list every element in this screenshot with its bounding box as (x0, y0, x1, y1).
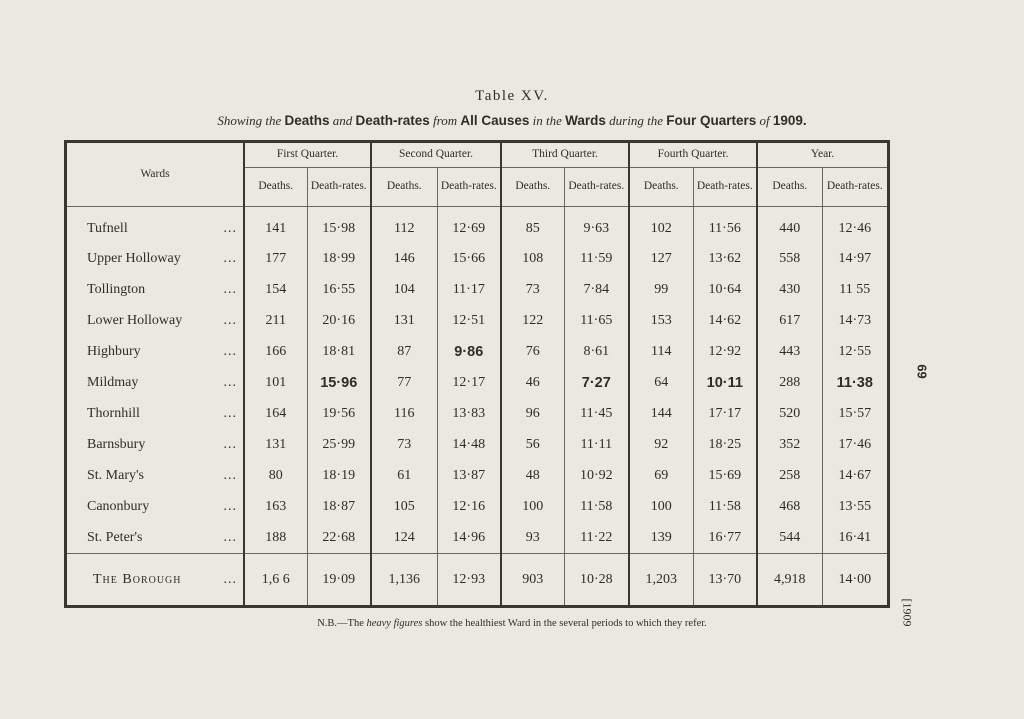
ward-name (67, 461, 244, 492)
ward-name (67, 492, 244, 523)
deaths-cell: 440 (757, 207, 822, 245)
deaths-cell: 73 (501, 275, 564, 306)
deaths-cell: 544 (757, 522, 822, 553)
ward-name (67, 554, 244, 605)
death-rate-cell: 11·38 (836, 375, 873, 392)
borough-total-row (67, 554, 887, 605)
deaths-cell: 48 (501, 461, 564, 492)
death-rate-cell: 7·27 (564, 368, 629, 399)
page-number: 69 (914, 364, 930, 379)
deaths-subheader: Deaths. (371, 168, 437, 207)
death-rate-cell: 7·84 (564, 275, 629, 306)
deaths-cell: 211 (244, 306, 307, 337)
death-rates-subheader: Death-rates. (693, 168, 757, 207)
death-rate-cell: 11·58 (693, 492, 757, 523)
subtitle-text: from (433, 113, 458, 128)
deaths-cell: 1,136 (371, 554, 437, 605)
deaths-cell: 100 (629, 492, 693, 523)
subtitle-text: in the (532, 113, 562, 128)
death-rate-cell: 12·46 (838, 220, 872, 236)
deaths-cell: 93 (501, 522, 564, 553)
death-rate-cell: 10·28 (564, 554, 629, 605)
leader-dots: ... (223, 468, 237, 484)
ward-label: Thornhill (87, 406, 140, 422)
death-rate-cell: 19·56 (307, 399, 371, 430)
deaths-cell: 100 (501, 492, 564, 523)
death-rate-cell: 11·65 (564, 306, 629, 337)
subtitle-bold: Death-rates (355, 113, 430, 128)
deaths-cell: 77 (371, 368, 437, 399)
ward-name (67, 430, 244, 461)
leader-dots: ... (223, 406, 237, 422)
deaths-cell: 96 (501, 399, 564, 430)
quarter-header: First Quarter. (244, 143, 371, 168)
death-rate-cell: 18·99 (307, 244, 371, 275)
ward-label: Canonbury (87, 498, 150, 514)
deaths-cell: 177 (244, 244, 307, 275)
death-rate-cell: 11·45 (564, 399, 629, 430)
death-rate-cell: 12·17 (437, 368, 501, 399)
deaths-subheader: Deaths. (244, 168, 307, 207)
ward-label: Tufnell (87, 220, 128, 236)
deaths-cell: 288 (757, 368, 822, 399)
death-rates-subheader: Death-rates. (822, 168, 887, 207)
leader-dots: ... (223, 571, 237, 587)
deaths-cell: 558 (757, 244, 822, 275)
subtitle-bold: Four Quarters (666, 113, 757, 128)
table-row (67, 461, 887, 492)
quarter-header: Third Quarter. (501, 143, 629, 168)
subtitle-bold: 1909. (772, 113, 807, 128)
deaths-cell: 903 (501, 554, 564, 605)
deaths-cell: 146 (371, 244, 437, 275)
deaths-subheader: Deaths. (501, 168, 564, 207)
deaths-cell: 430 (757, 275, 822, 306)
death-rate-cell: 9·63 (564, 207, 629, 245)
wards-header: Wards (67, 143, 244, 207)
death-rate-cell: 12·51 (437, 306, 501, 337)
death-rate-cell: 22·68 (307, 522, 371, 553)
deaths-cell: 1,6 6 (244, 554, 307, 605)
death-rate-cell: 15·98 (307, 207, 371, 245)
subtitle-text: during the (609, 113, 663, 128)
deaths-cell: 92 (629, 430, 693, 461)
deaths-table-frame (64, 140, 890, 608)
ward-name (67, 207, 244, 245)
deaths-cell: 164 (244, 399, 307, 430)
death-rate-cell: 20·16 (307, 306, 371, 337)
footnote (0, 618, 1024, 629)
death-rate-cell: 18·25 (693, 430, 757, 461)
death-rate-cell: 12·55 (838, 344, 872, 360)
deaths-cell: 127 (629, 244, 693, 275)
death-rates-subheader: Death-rates. (307, 168, 371, 207)
deaths-cell: 76 (501, 337, 564, 368)
death-rate-cell: 11·17 (437, 275, 501, 306)
death-rate-cell: 9·86 (437, 337, 501, 368)
death-rate-cell: 14·62 (693, 306, 757, 337)
deaths-cell: 104 (371, 275, 437, 306)
ward-name (67, 306, 244, 337)
death-rate-cell: 11·56 (693, 207, 757, 245)
deaths-cell: 617 (757, 306, 822, 337)
death-rate-cell: 14·67 (838, 468, 872, 484)
deaths-cell: 258 (757, 461, 822, 492)
deaths-cell: 4,918 (757, 554, 822, 605)
subtitle-text: of (759, 113, 770, 128)
death-rate-cell: 13·87 (437, 461, 501, 492)
death-rate-cell: 14·97 (838, 251, 872, 267)
death-rate-cell: 12·92 (693, 337, 757, 368)
leader-dots: ... (223, 498, 237, 514)
ward-label: Tollington (87, 282, 146, 298)
table-row (67, 430, 887, 461)
deaths-cell: 144 (629, 399, 693, 430)
death-rate-cell: 12·93 (437, 554, 501, 605)
deaths-cell: 112 (371, 207, 437, 245)
table-subtitle (0, 113, 1024, 129)
death-rate-cell: 18·19 (307, 461, 371, 492)
death-rate-cell: 11·22 (564, 522, 629, 553)
deaths-cell: 114 (629, 337, 693, 368)
table-row (67, 244, 887, 275)
deaths-cell: 99 (629, 275, 693, 306)
deaths-cell: 352 (757, 430, 822, 461)
deaths-cell: 443 (757, 337, 822, 368)
death-rate-cell: 15·57 (838, 406, 872, 422)
death-rate-cell: 14·73 (838, 313, 872, 329)
table-row (67, 275, 887, 306)
ward-label: St. Peter's (87, 529, 143, 545)
deaths-cell: 73 (371, 430, 437, 461)
deaths-cell: 153 (629, 306, 693, 337)
deaths-cell: 61 (371, 461, 437, 492)
death-rate-cell: 13·70 (693, 554, 757, 605)
death-rate-cell: 15·66 (437, 244, 501, 275)
table-row (67, 207, 887, 245)
death-rates-subheader: Death-rates. (564, 168, 629, 207)
deaths-cell: 139 (629, 522, 693, 553)
deaths-cell: 1,203 (629, 554, 693, 605)
deaths-cell: 122 (501, 306, 564, 337)
death-rate-cell: 14·48 (437, 430, 501, 461)
death-rate-cell: 14·00 (822, 554, 887, 605)
deaths-cell: 131 (371, 306, 437, 337)
leader-dots: ... (223, 220, 237, 236)
table-row (67, 368, 887, 399)
subtitle-bold: Deaths (284, 113, 330, 128)
leader-dots: ... (223, 344, 237, 360)
leader-dots: ... (223, 529, 237, 545)
deaths-cell: 124 (371, 522, 437, 553)
deaths-cell: 102 (629, 207, 693, 245)
deaths-cell: 85 (501, 207, 564, 245)
side-year-label: [1909 (900, 598, 915, 627)
leader-dots: ... (223, 375, 237, 391)
footnote-text: show the healthiest Ward in the several periods to which they refer. (425, 618, 707, 629)
footnote-text: N.B.—The (317, 618, 364, 629)
death-rate-cell: 11·11 (564, 430, 629, 461)
subtitle-bold: Wards (565, 113, 606, 128)
deaths-cell: 108 (501, 244, 564, 275)
deaths-cell: 166 (244, 337, 307, 368)
death-rate-cell: 11 55 (839, 282, 871, 298)
death-rate-cell: 11·59 (564, 244, 629, 275)
death-rate-cell: 17·46 (838, 437, 872, 453)
ward-label: The Borough (93, 571, 182, 587)
ward-name (67, 522, 244, 553)
deaths-subheader: Deaths. (629, 168, 693, 207)
death-rate-cell: 13·83 (437, 399, 501, 430)
deaths-cell: 154 (244, 275, 307, 306)
death-rate-cell: 16·41 (838, 529, 872, 545)
ward-label: Upper Holloway (87, 251, 181, 267)
death-rate-cell: 12·69 (437, 207, 501, 245)
ward-label: Mildmay (87, 375, 139, 391)
ward-name (67, 275, 244, 306)
deaths-cell: 105 (371, 492, 437, 523)
deaths-cell: 87 (371, 337, 437, 368)
death-rate-cell: 16·55 (307, 275, 371, 306)
ward-name (67, 244, 244, 275)
leader-dots: ... (223, 313, 237, 329)
footnote-italic: heavy figures (366, 618, 423, 629)
ward-label: Lower Holloway (87, 313, 183, 329)
death-rate-cell: 15·96 (307, 368, 371, 399)
death-rate-cell: 10·92 (564, 461, 629, 492)
quarter-header: Second Quarter. (371, 143, 501, 168)
ward-name (67, 337, 244, 368)
deaths-cell: 64 (629, 368, 693, 399)
deaths-cell: 116 (371, 399, 437, 430)
deaths-cell: 163 (244, 492, 307, 523)
table-row (67, 306, 887, 337)
death-rate-cell: 15·69 (693, 461, 757, 492)
deaths-cell: 46 (501, 368, 564, 399)
subtitle-text: and (332, 113, 353, 128)
table-row (67, 492, 887, 523)
death-rate-cell: 11·58 (564, 492, 629, 523)
deaths-cell: 520 (757, 399, 822, 430)
death-rates-subheader: Death-rates. (437, 168, 501, 207)
table-row (67, 337, 887, 368)
deaths-cell: 56 (501, 430, 564, 461)
quarter-header: Year. (757, 143, 887, 168)
leader-dots: ... (223, 437, 237, 453)
ward-name (67, 368, 244, 399)
ward-label: Barnsbury (87, 437, 146, 453)
death-rate-cell: 25·99 (307, 430, 371, 461)
ward-name (67, 399, 244, 430)
table-row (67, 399, 887, 430)
subtitle-bold: All Causes (460, 113, 530, 128)
death-rate-cell: 19·09 (307, 554, 371, 605)
quarter-header: Fourth Quarter. (629, 143, 757, 168)
deaths-cell: 131 (244, 430, 307, 461)
leader-dots: ... (223, 282, 237, 298)
death-rate-cell: 10·11 (693, 368, 757, 399)
deaths-cell: 101 (244, 368, 307, 399)
deaths-cell: 80 (244, 461, 307, 492)
deaths-subheader: Deaths. (757, 168, 822, 207)
death-rate-cell: 18·87 (307, 492, 371, 523)
ward-label: St. Mary's (87, 468, 144, 484)
death-rate-cell: 13·62 (693, 244, 757, 275)
page-title: Table XV. (475, 88, 549, 104)
table-row (67, 522, 887, 553)
death-rate-cell: 12·16 (437, 492, 501, 523)
death-rate-cell: 16·77 (693, 522, 757, 553)
deaths-cell: 141 (244, 207, 307, 245)
death-rate-cell: 8·61 (564, 337, 629, 368)
death-rate-cell: 18·81 (307, 337, 371, 368)
death-rate-cell: 13·55 (838, 498, 872, 514)
leader-dots: ... (223, 251, 237, 267)
deaths-cell: 69 (629, 461, 693, 492)
ward-label: Highbury (87, 344, 141, 360)
death-rate-cell: 10·64 (693, 275, 757, 306)
subtitle-text: Showing the (217, 113, 282, 128)
deaths-cell: 188 (244, 522, 307, 553)
deaths-table (67, 143, 887, 605)
deaths-cell: 468 (757, 492, 822, 523)
death-rate-cell: 14·96 (437, 522, 501, 553)
death-rate-cell: 17·17 (693, 399, 757, 430)
